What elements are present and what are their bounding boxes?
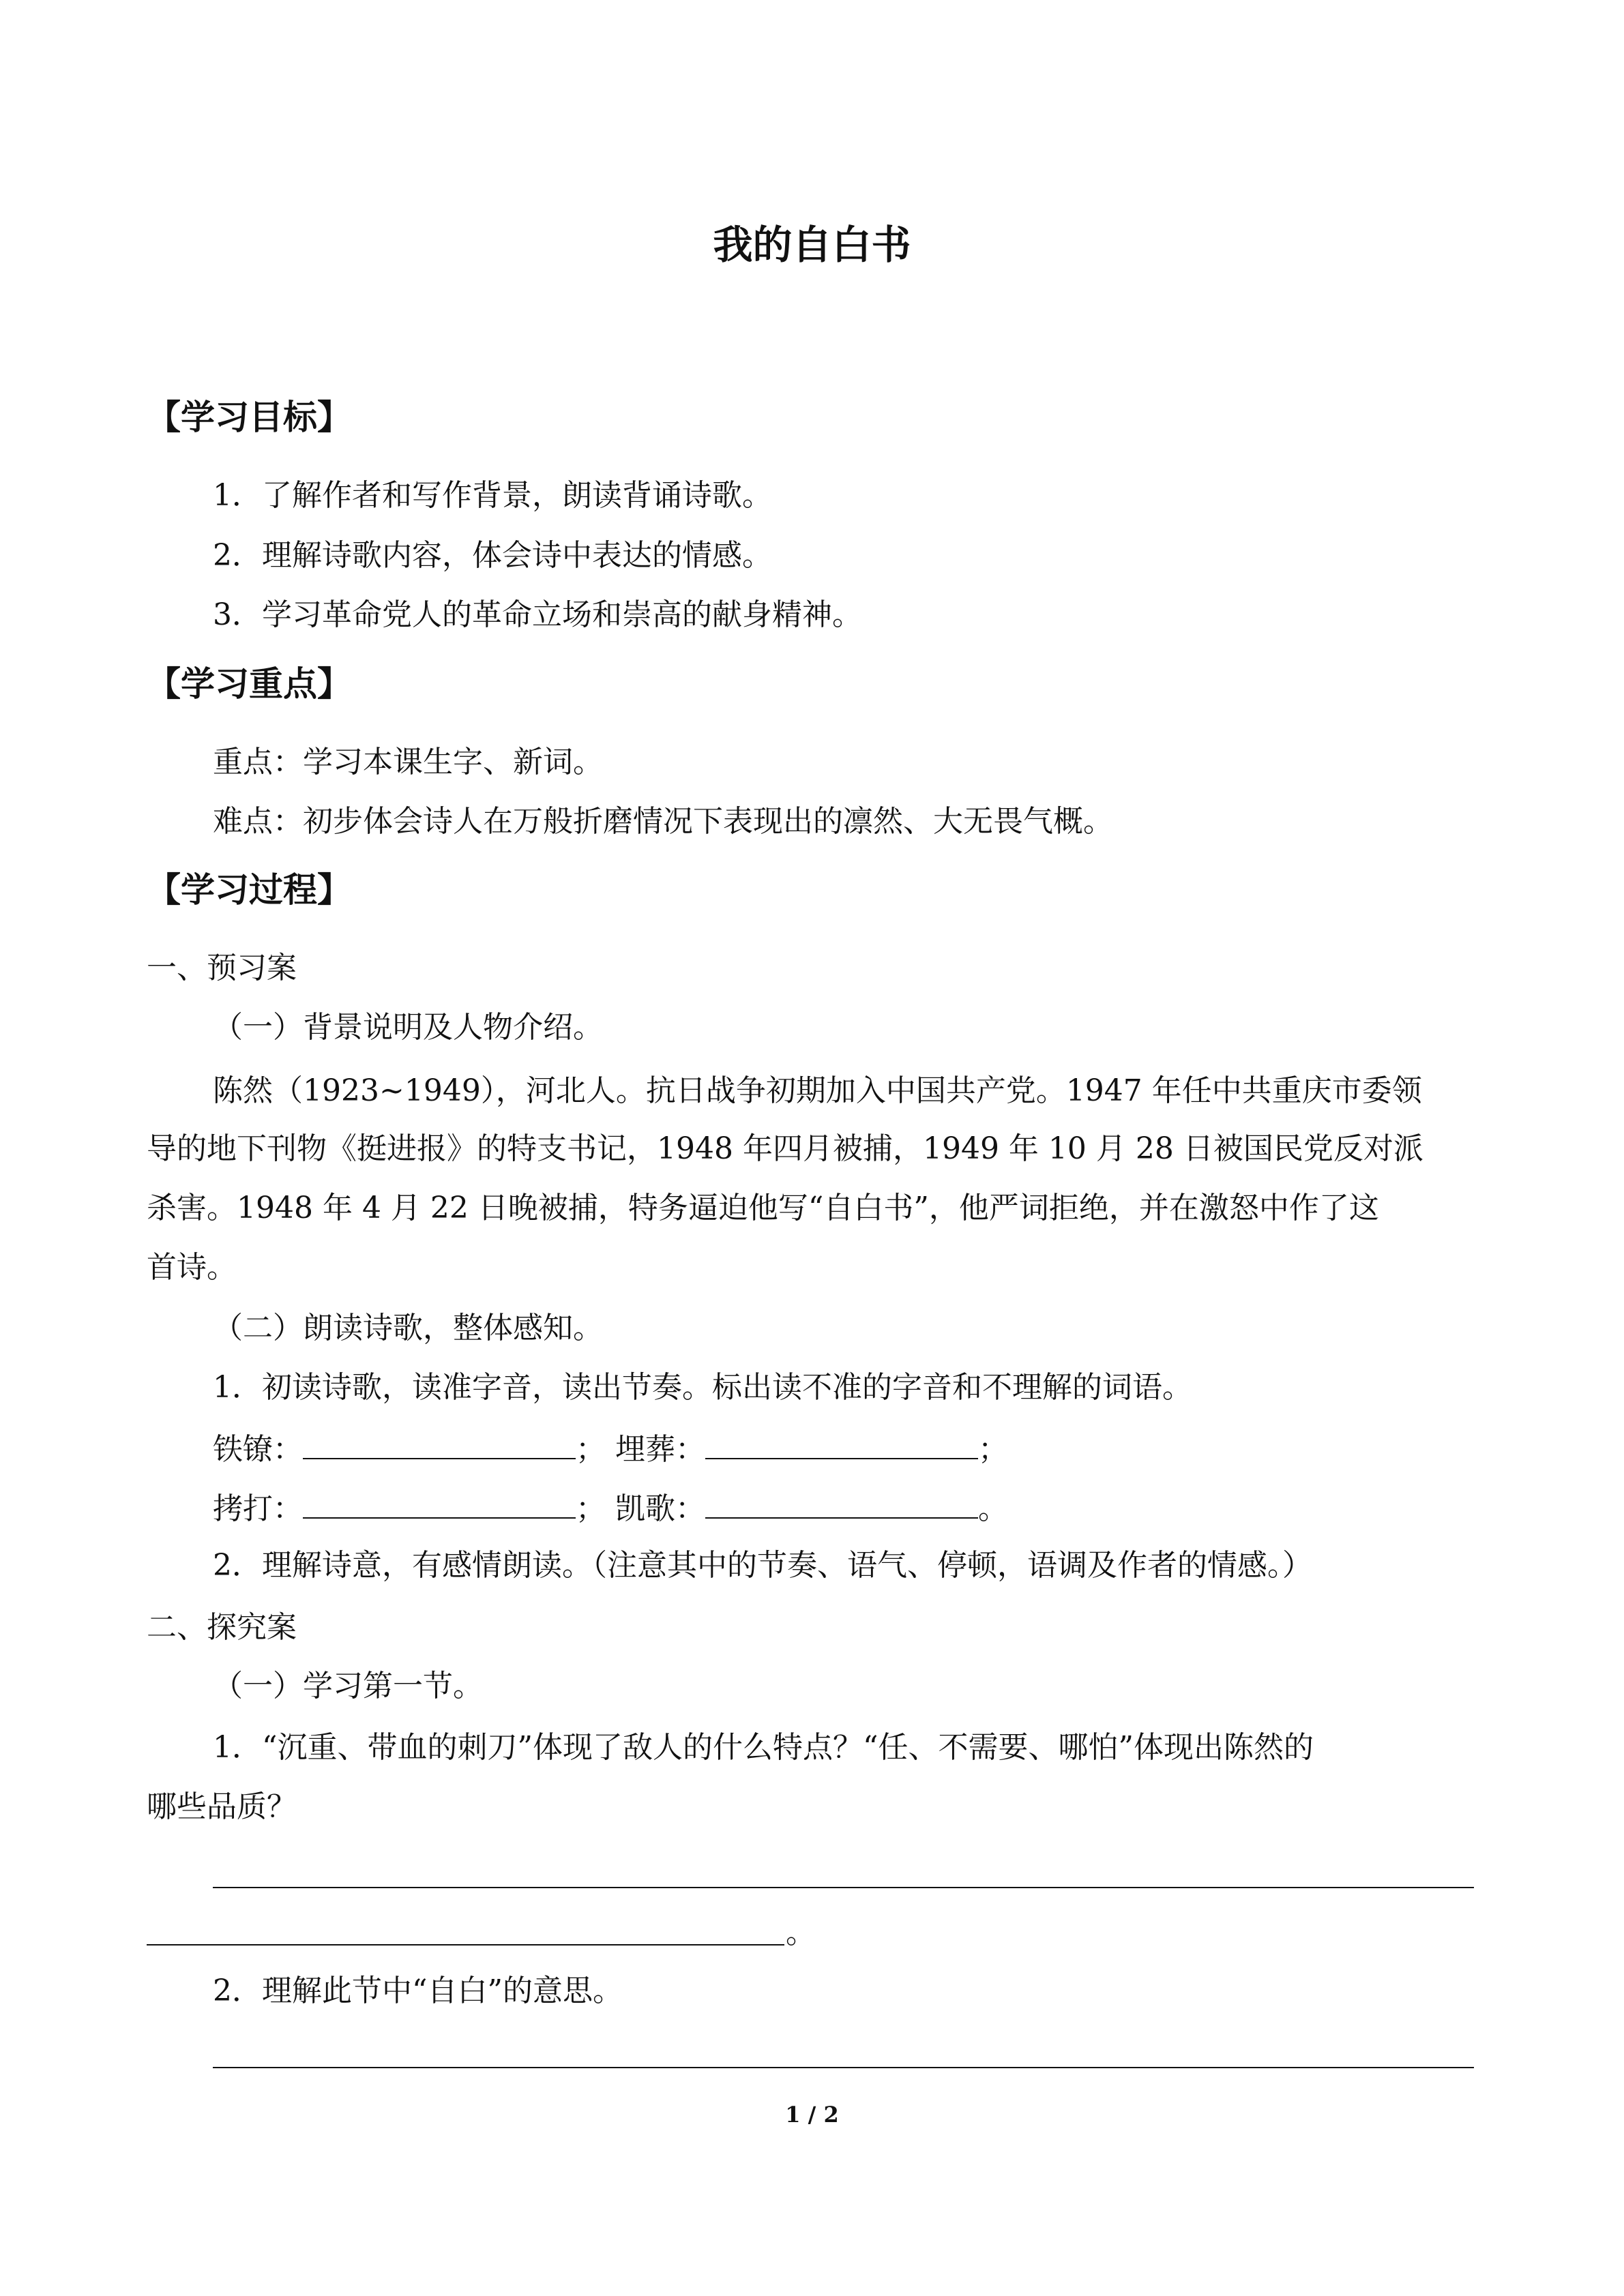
page-number: 1 / 2 (785, 2102, 839, 2128)
preview-subsection-1: （一）背景说明及人物介绍。 (213, 1010, 603, 1045)
answer-line[interactable] (147, 1944, 784, 1945)
vocab-separator: ； (576, 1491, 606, 1526)
key-point-difficulty: 难点：初步体会诗人在万般折磨情况下表现出的凛然、大无畏气概。 (213, 804, 1113, 839)
answer-line[interactable] (213, 2067, 1474, 2068)
vocab-end-punct: 。 (978, 1491, 1008, 1526)
vocab-row (213, 1486, 1008, 1530)
vocab-answer-blank[interactable] (303, 1427, 576, 1459)
vocab-word: 拷打： (213, 1491, 303, 1526)
process-heading: 【学习过程】 (147, 869, 351, 910)
reading-task-1: 1．初读诗歌，读准字音，读出节奏。标出读不准的字音和不理解的词语。 (213, 1370, 1192, 1405)
vocab-answer-blank[interactable] (303, 1486, 576, 1519)
vocab-answer-blank[interactable] (705, 1427, 978, 1459)
question-1-line: 1．“沉重、带血的刺刀”体现了敌人的什么特点？“任、不需要、哪怕”体现出陈然的 (213, 1730, 1314, 1765)
page-title: 我的自白书 (713, 222, 911, 268)
vocab-word: 铁镣： (213, 1432, 303, 1467)
question-1-line: 哪些品质？ (147, 1789, 297, 1824)
key-points-heading: 【学习重点】 (147, 664, 351, 704)
vocab-word: 凯歌： (615, 1491, 705, 1526)
key-point-focus: 重点：学习本课生字、新词。 (213, 745, 603, 779)
answer-end-punct: 。 (786, 1915, 816, 1950)
preview-section-label: 一、预习案 (147, 951, 297, 985)
objective-item: 2．理解诗歌内容，体会诗中表达的情感。 (213, 538, 772, 573)
vocab-separator: ； (576, 1432, 606, 1467)
vocab-row (213, 1427, 1008, 1470)
objectives-heading: 【学习目标】 (147, 397, 351, 437)
vocab-answer-blank[interactable] (705, 1486, 978, 1519)
explore-section-label: 二、探究案 (147, 1610, 297, 1645)
objective-item: 1．了解作者和写作背景，朗读背诵诗歌。 (213, 478, 772, 513)
answer-line[interactable] (213, 1887, 1474, 1888)
bio-paragraph-line: 陈然（1923~1949），河北人。抗日战争初期加入中国共产党。1947 年任中共重庆市委领 (213, 1073, 1422, 1108)
question-2: 2．理解此节中“自白”的意思。 (213, 1973, 623, 2008)
objective-item: 3．学习革命党人的革命立场和崇高的献身精神。 (213, 597, 862, 632)
reading-task-2: 2．理解诗意，有感情朗读。（注意其中的节奏、语气、停顿，语调及作者的情感。） (213, 1548, 1312, 1583)
bio-paragraph-line: 杀害。1948 年 4 月 22 日晚被捕，特务逼迫他写“自白书”，他严词拒绝，并在激怒中作了这 (147, 1191, 1379, 1225)
bio-paragraph-line: 导的地下刊物《挺进报》的特支书记，1948 年四月被捕，1949 年 10 月 28 日被国民党反对派 (147, 1131, 1423, 1166)
bio-paragraph-line: 首诗。 (147, 1250, 237, 1285)
vocab-word: 埋葬： (615, 1432, 705, 1467)
preview-subsection-2: （二）朗读诗歌，整体感知。 (213, 1311, 603, 1345)
vocab-end-punct: ； (978, 1432, 1008, 1467)
explore-subsection-1: （一）学习第一节。 (213, 1669, 483, 1703)
